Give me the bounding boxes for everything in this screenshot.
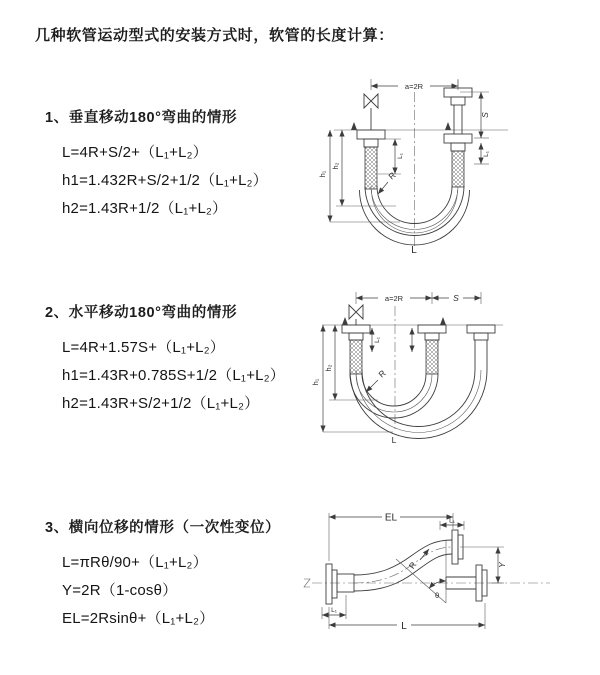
section-2-formula-h2: h2=1.43R+S/2+1/2（L₁+L₂）: [62, 395, 260, 412]
d1-width-dim-label: a=2R: [404, 82, 424, 91]
up-arrow-icon: [440, 317, 446, 325]
d1-right-fitting: [444, 80, 472, 187]
d1-stroke-dimension: [460, 92, 490, 138]
d1-h2-label: h₂: [331, 162, 340, 170]
section-2-formula-h1: h1=1.43R+0.785S+1/2（L₁+L₂）: [62, 367, 285, 384]
d1-width-dimension: [371, 79, 458, 91]
section-1-heading: 1、垂直移动180°弯曲的情形: [45, 110, 238, 126]
d3-fitting-dimension-top: [440, 518, 464, 531]
d2-width-dimension: [356, 292, 481, 304]
d3-y-dimension: [460, 547, 507, 583]
d3-el-dimension: [329, 513, 453, 562]
section-3-heading: 3、横向位移的情形（一次性变位）: [45, 520, 281, 536]
section-3: [45, 516, 280, 633]
section-2-formula-length: L=4R+1.57S+（L₁+L₂）: [62, 339, 225, 356]
d1-stroke-dim-label: S: [480, 112, 490, 118]
d2-stroke-dim-label: S: [453, 293, 459, 303]
d2-length-label: L: [391, 435, 397, 445]
section-3-formula-length: L=πRθ/90+（L₁+L₂）: [62, 554, 208, 571]
d2-h2-label: h₂: [324, 364, 333, 372]
d2-right-fitting: [467, 325, 495, 370]
page-title: 几种软管运动型式的安装方式时，软管的长度计算：: [35, 27, 394, 44]
d3-el-label: EL: [384, 512, 398, 524]
d3-fitting-left-label: L₁: [331, 607, 337, 614]
d1-fitting-dimension-left: [378, 139, 404, 174]
up-arrow-icon: [445, 122, 451, 130]
section-3-formula-el: EL=2Rsinθ+（L₁+L₂）: [62, 610, 215, 627]
section-2-heading: 2、水平移动180°弯曲的情形: [45, 305, 238, 321]
valve-icon: [349, 305, 363, 325]
d1-h1-label: h₁: [318, 170, 327, 178]
break-mark-icon: [304, 579, 310, 587]
d3-fitting-top-label: L₁: [449, 517, 455, 525]
d3-radius-label: R: [406, 559, 419, 571]
d2-radius-callout: [366, 368, 388, 392]
vertical-bend-diagram: [308, 66, 598, 261]
section-1-formula-h2: h2=1.43R+1/2（L₁+L₂）: [62, 200, 228, 217]
up-arrow-icon: [351, 122, 357, 130]
valve-icon: [364, 94, 378, 130]
d2-fitting-label: L₁: [374, 337, 381, 343]
horizontal-bend-diagram: [298, 282, 598, 462]
d1-fitting-left-label: L₁: [397, 153, 404, 159]
section-1-formula-h1: h1=1.432R+S/2+1/2（L₁+L₂）: [62, 172, 268, 189]
d2-width-dim-label: a=2R: [384, 294, 404, 303]
lateral-displacement-diagram: [298, 503, 598, 653]
d2-hose-u-bends: [350, 367, 487, 439]
d1-fitting-right-label: L₁: [483, 151, 490, 157]
d2-h1-label: h₁: [311, 378, 320, 386]
d1-radius-label: R: [386, 169, 398, 182]
d2-radius-label: R: [376, 367, 388, 380]
d3-radius-callout: [407, 549, 429, 571]
d1-fitting-dimension-right: [474, 143, 490, 164]
d3-length-dimension: [329, 603, 485, 632]
d2-fitting-dimension: [372, 328, 412, 352]
section-2: [45, 301, 285, 418]
up-arrow-icon: [342, 317, 348, 325]
d1-length-label: L: [411, 245, 417, 256]
section-1-formula-length: L=4R+S/2+（L₁+L₂）: [62, 144, 208, 161]
section-1: [45, 106, 268, 223]
d2-left-fitting: [342, 325, 370, 374]
d3-left-fitting: [326, 564, 354, 604]
d2-middle-fitting: [418, 325, 446, 374]
d3-y-label: Y: [497, 562, 507, 568]
d3-angle-label: θ: [435, 591, 440, 600]
d3-length-label: L: [401, 621, 407, 632]
section-3-formula-y: Y=2R（1-cosθ）: [62, 582, 178, 599]
